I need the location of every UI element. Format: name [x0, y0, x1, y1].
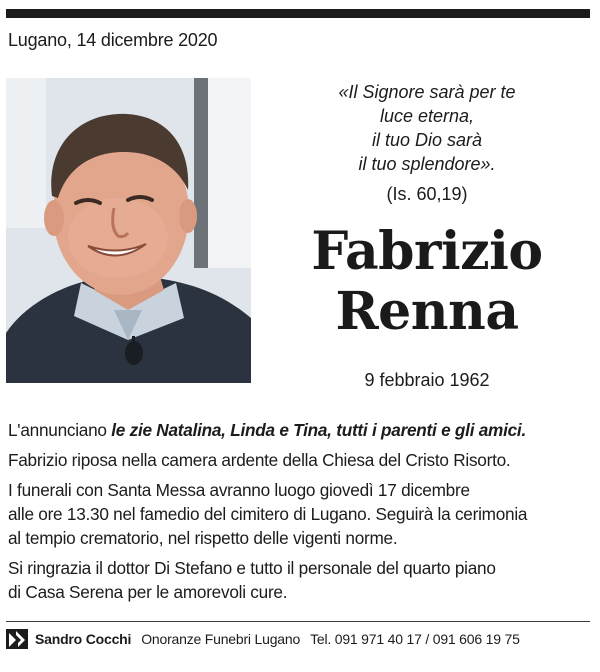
text-line: I funerali con Santa Messa avranno luogo giovedì 17 dicembre: [8, 480, 470, 500]
funeral-home-phones: Tel. 091 971 40 17 / 091 606 19 75: [310, 631, 520, 647]
funeral-home-subtitle: Onoranze Funebri Lugano: [141, 631, 301, 647]
top-rule: [6, 9, 590, 18]
place-date: Lugano, 14 dicembre 2020: [8, 30, 218, 50]
announcement-family: le zie Natalina, Linda e Tina, tutti i parenti e gli amici.: [111, 420, 526, 440]
quote-line: il tuo splendore».: [358, 154, 496, 174]
text-line: di Casa Serena per le amorevoli cure.: [8, 582, 288, 602]
funeral-home-logo-icon: [6, 629, 28, 649]
quote-reference: (Is. 60,19): [386, 184, 468, 204]
announcement-paragraph: [8, 478, 596, 550]
quote-line: «Il Signore sarà per te: [338, 82, 516, 102]
announcement-intro: L'annunciano: [8, 420, 112, 440]
first-name: Fabrizio: [311, 221, 543, 282]
quote-line: il tuo Dio sarà: [371, 130, 483, 150]
portrait-photo: [6, 78, 251, 383]
last-name: Renna: [335, 281, 519, 342]
text-line: alle ore 13.30 nel famedio del cimitero di Lugano. Seguirà la cerimonia: [8, 504, 528, 524]
announcement-paragraph: [8, 418, 596, 442]
text-line: Si ringrazia il dottor Di Stefano e tutto il personale del quarto piano: [8, 558, 496, 578]
announcement-paragraph: [8, 556, 596, 604]
announcement-paragraph: Fabrizio riposa nella camera ardente della Chiesa del Cristo Risorto.: [8, 450, 511, 470]
announcement-text: [8, 418, 596, 610]
footer-rule: [6, 621, 590, 622]
quote-line: luce eterna,: [379, 106, 475, 126]
funeral-home-brand: Sandro Cocchi: [35, 631, 132, 647]
deceased-name: [262, 222, 592, 342]
funeral-home-footer: [6, 628, 596, 650]
birth-date: 9 febbraio 1962: [364, 370, 490, 390]
text-line: al tempio crematorio, nel rispetto delle vigenti norme.: [8, 528, 398, 548]
scripture-quote: [262, 80, 592, 206]
